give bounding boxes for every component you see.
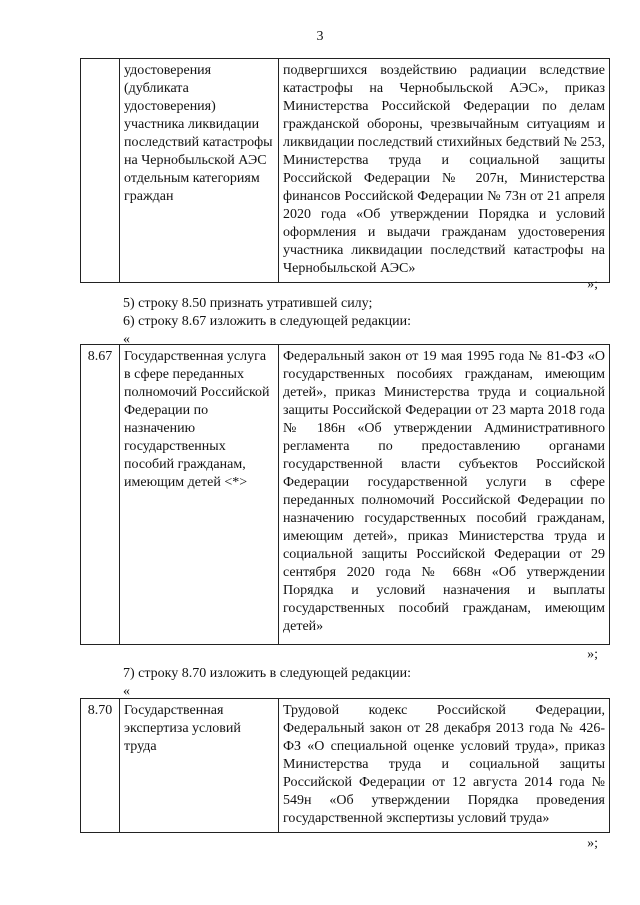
legal-basis: Трудовой кодекс Российской Федерации, Федеральный закон от 28 декабря 2013 года № 426-ФЗ «О специальной оценке условий труда», приказ Министерства труда и социальной защиты Российской Федерации от 12 августа 2014 года № 549н «Об утверждении Порядка проведения государственной экспертизы условий труда»: [279, 699, 610, 833]
legal-basis: Федеральный закон от 19 мая 1995 года № 81-ФЗ «О государственных пособиях гражданам, имеющим детей», приказ Министерства труда и социальной защиты Российской Федерации от 23 марта 2018 года № 186н «Об утверждении Административного регламента по предоставлению органами государственной власти субъектов Российской Федерации государственной услуги в сфере переданных полномочий Российской Федерации по назначению государственных пособий гражданам, имеющим детей», приказ Министерства труда и социальной защиты Российской Федерации от 29 сентября 2020 года № 668н «Об утверждении Порядка и условий назначения и выплаты государственных пособий гражданам, имеющим детей»: [279, 345, 610, 645]
amendment-item-6: 6) строку 8.67 изложить в следующей редакции:: [123, 314, 412, 329]
row-number: 8.67: [81, 345, 120, 645]
service-name: удостоверения (дубликата удостоверения) участника ликвидации последствий катастрофы на Чернобыльской АЭС отдельным категориям граждан: [120, 59, 279, 283]
table-row: [81, 59, 610, 283]
opening-quote: «: [123, 684, 130, 699]
service-name: Государственная экспертиза условий труда: [120, 699, 279, 833]
page-number: 3: [316, 29, 324, 44]
table-continuation: [80, 58, 610, 283]
table-row-8-70: [80, 698, 610, 833]
closing-quote: »;: [587, 647, 598, 662]
amendment-item-5: 5) строку 8.50 признать утратившей силу;: [123, 296, 373, 311]
opening-quote: «: [123, 332, 130, 347]
service-name: Государственная услуга в сфере переданных полномочий Российской Федерации по назначению государственных пособий гражданам, имеющим детей <*>: [120, 345, 279, 645]
table-row-8-67: [80, 344, 610, 645]
row-number: 8.70: [81, 699, 120, 833]
row-number: [81, 59, 120, 283]
table-row: [81, 345, 610, 645]
amendment-item-7: 7) строку 8.70 изложить в следующей редакции:: [123, 666, 412, 681]
legal-basis: подвергшихся воздействию радиации вследствие катастрофы на Чернобыльской АЭС», приказ Министерства Российской Федерации по делам гражданской обороны, чрезвычайным ситуациям и ликвидации последствий стихийных бедствий № 253, Министерства труда и социальной защиты Российской Федерации № 207н, Министерства финансов Российской Федерации № 73н от 21 апреля 2020 года «Об утверждении Порядка и условий оформления и выдачи гражданам удостоверения участника ликвидации последствий катастрофы на Чернобыльской АЭС»: [279, 59, 610, 283]
closing-quote: »;: [587, 277, 598, 292]
table-row: [81, 699, 610, 833]
closing-quote: »;: [587, 836, 598, 851]
